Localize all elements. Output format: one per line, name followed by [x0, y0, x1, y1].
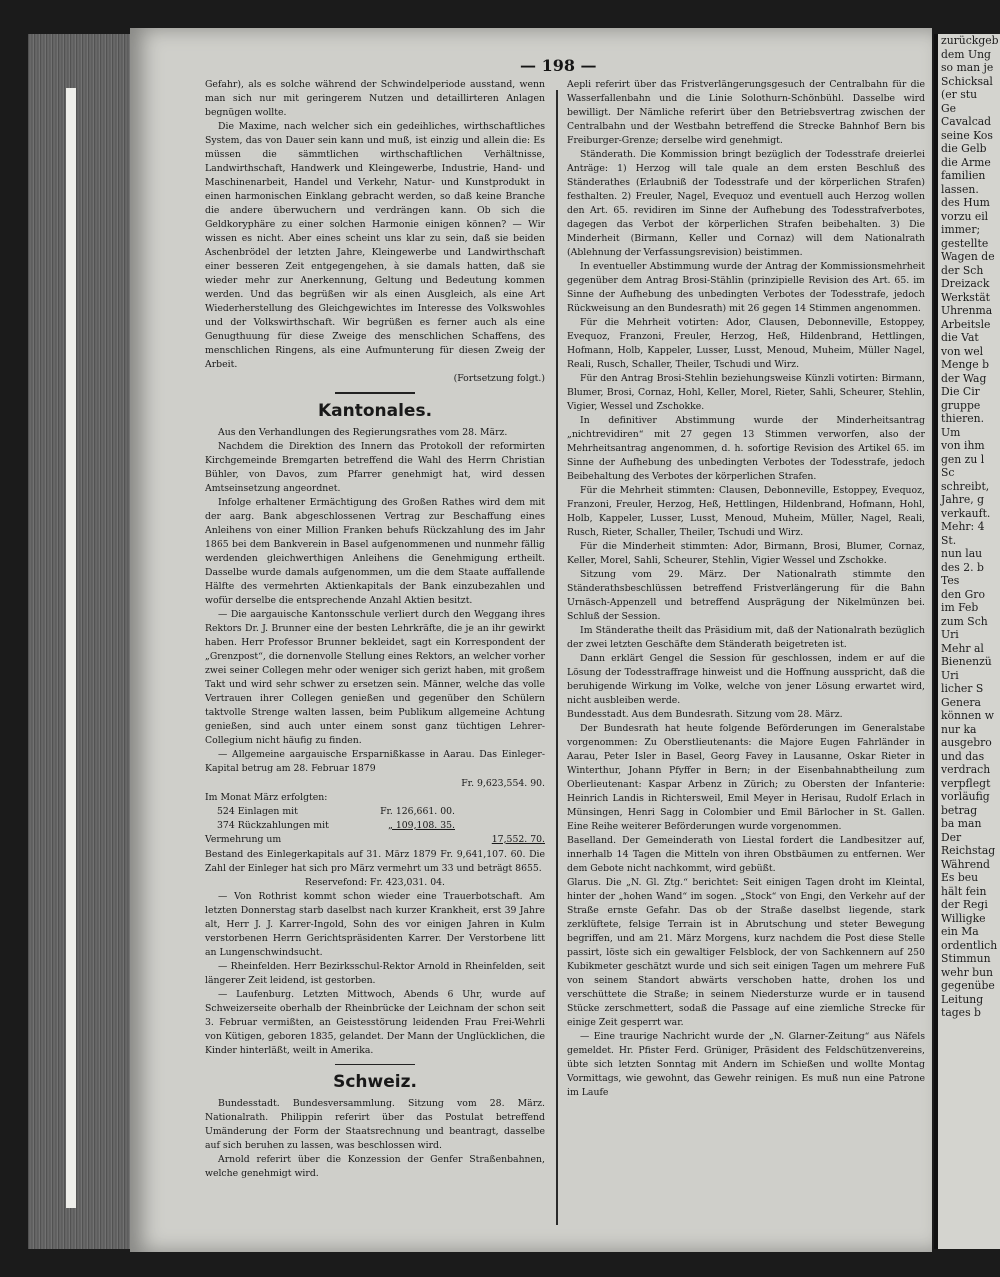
table-row: [205, 805, 545, 819]
adjacent-page-line: Die Cir: [941, 385, 980, 398]
paragraph: Reservefond: Fr. 423,031. 04.: [305, 876, 445, 888]
continuation-note: (Fortsetzung folgt.): [453, 373, 545, 384]
table-cell: Vermehrung um: [205, 833, 282, 845]
adjacent-page-line: Schicksal: [941, 74, 993, 88]
adjacent-page-line: im Feb: [941, 601, 979, 614]
adjacent-page-line: ein Ma: [941, 925, 979, 938]
adjacent-page-line: Tes: [941, 574, 960, 587]
table-row: [205, 833, 545, 847]
adjacent-page-line: Jahre, g: [941, 493, 985, 506]
adjacent-page-line: (er stu: [941, 88, 978, 101]
adjacent-page-line: gen zu l: [941, 452, 985, 466]
adjacent-page-line: nun lau: [941, 547, 983, 560]
adjacent-page-line: vorläufig: [941, 790, 990, 803]
adjacent-page-line: Ge: [941, 101, 957, 115]
table-row: [205, 777, 545, 791]
adjacent-page-line: den Gro: [941, 587, 985, 601]
adjacent-page-line: so man je: [941, 61, 994, 74]
paragraph: Für die Minderheit stimmten: Ador, Birmann, Brosi, Blumer, Cornaz, Keller, Morel, Sahli, Scheurer, Stehlin, Vigier Wessel und Zschokke.: [567, 541, 925, 566]
subheading: Aus den Verhandlungen des Regierungsrathes vom 28. März.: [218, 426, 508, 438]
adjacent-page-line: gegenübe: [941, 979, 995, 992]
right-column: [567, 78, 925, 1100]
adjacent-page-line: ausgebro: [941, 736, 992, 749]
adjacent-page-line: thieren.: [941, 412, 985, 425]
table-row: [205, 791, 545, 805]
table-row: [205, 819, 545, 833]
adjacent-page-line: nur ka: [941, 722, 977, 736]
paragraph: In definitiver Abstimmung wurde der Minderheitsantrag „nichtrevidiren“ mit 27 gegen 13 Stimmen verworfen, also der Mehrheitsantrag angenommen, d. h. sofortige Revision des Artikel 65. im Sinne der Aufhebung des unbedingten Verbotes der Todesstrafe, jedoch Beibehaltung des Verbotes der körperlichen Strafen.: [567, 415, 925, 482]
adjacent-page-line: vorzu eil: [941, 209, 989, 223]
paragraph: — Laufenburg. Letzten Mittwoch, Abends 6 Uhr, wurde auf Schweizerseite oberhalb der Rheinbrücke der Leichnam der schon seit 3. Februar vermißten, an Geistesstörung leidenden Frau Frei-Wehrli von Kütigen, geboren 1835, gelandet. Der Mann der Unglücklichen, die Kinder hinterläßt, weilt in Amerika.: [205, 988, 545, 1056]
left-column: [205, 78, 545, 1181]
column-divider: [556, 90, 558, 1225]
adjacent-page-line: verpflegt: [941, 776, 991, 790]
table-cell: 374 Rückzahlungen mit: [217, 819, 329, 831]
section-divider: [335, 392, 415, 394]
paragraph: Bundesstadt. Bundesversammlung. Sitzung vom 28. März. Nationalrath. Philippin referirt über das Postulat betreffend Umänderung der Form der Staatsrechnung und beantragt, dasselbe auf sich beruhen zu lassen, was beschlossen wird.: [205, 1098, 545, 1151]
adjacent-page-line: Uhrenma: [941, 304, 993, 317]
adjacent-page-line: verkauft.: [941, 506, 991, 520]
adjacent-page-line: die Arme: [941, 155, 991, 169]
paper-strip: [66, 88, 76, 1208]
adjacent-page-line: der Sch: [941, 263, 984, 277]
adjacent-page-line: Uri: [941, 668, 959, 682]
table-cell: Fr. 126,661. 00.: [380, 805, 455, 817]
adjacent-page-line: die Gelb: [941, 142, 987, 155]
adjacent-page-line: Willigke: [941, 911, 986, 925]
adjacent-page-line: verdrach: [941, 763, 991, 776]
adjacent-page-line: Der: [941, 830, 962, 844]
paragraph: Arnold referirt über die Konzession der Genfer Straßenbahnen, welche genehmigt wird.: [205, 1154, 545, 1179]
adjacent-page-line: Stimmun: [941, 952, 991, 965]
adjacent-page-line: von wel: [941, 344, 984, 358]
paragraph: Im Ständerathe theilt das Präsidium mit, daß der Nationalrath bezüglich der zwei letzten Geschäfte dem Ständerath beigetreten ist.: [567, 625, 925, 650]
adjacent-page-line: St.: [941, 533, 957, 547]
table-cell: Im Monat März erfolgten:: [205, 791, 328, 803]
adjacent-page-line: schreibt,: [941, 479, 990, 493]
paragraph: Gefahr), als es solche während der Schwindelperiode ausstand, wenn man sich nur mit geringerem Nutzen und detaillirteren Anlagen begnügen wollte.: [205, 79, 545, 118]
adjacent-page-line: und das: [941, 749, 985, 763]
paragraph: — Allgemeine aargauische Ersparnißkasse in Aarau. Das Einleger-Kapital betrug am 28. Februar 1879: [205, 748, 545, 774]
adjacent-page-line: familien: [941, 169, 986, 182]
paragraph: Nachdem die Direktion des Innern das Protokoll der reformirten Kirchgemeinde Bremgarten betreffend die Wahl des Herrn Christian Bühler, von Davos, zum Pfarrer genehmigt hat, wird dessen Amtseinsetzung angeordnet.: [205, 440, 545, 494]
adjacent-page-fragments: [938, 34, 1000, 1020]
adjacent-page-line: der Wag: [941, 371, 987, 385]
paragraph: Der Bundesrath hat heute folgende Beförderungen im Generalstabe vorgenommen: Zu Oberstlieutenants: die Majore Eugen Fahrländer in Aarau, Peter Isler in Basel, Georg Favey in Lausanne, Oskar Rieter in Winterthur, Johann Pfyffer in Bern; in der Eisenbahnabtheilung zum Oberlieutenant: Kaspar Arbenz in Zürich; zu Obersten der Infanterie: Heinrich Landis in Richtersweil, Emil Meyer in Herisau, Rudolf Erlach in Münsingen, Henri Sagg in Colombier und Emil Bärlocher in St. Gallen. Eine Reihe weiterer Beförderungen wurde vorgenommen.: [567, 723, 925, 832]
adjacent-page-line: Es beu: [941, 871, 979, 884]
adjacent-page-line: Wagen de: [941, 250, 995, 263]
adjacent-page-line: betrag: [941, 803, 978, 817]
paragraph: Bestand des Einlegerkapitals auf 31. März 1879 Fr. 9,641,107. 60. Die Zahl der Einleger hat sich pro März vermehrt um 33 und beträgt 8655.: [205, 848, 545, 874]
table-cell: 524 Einlagen mit: [217, 805, 298, 817]
adjacent-page-line: Um: [941, 425, 961, 439]
paragraph: Baselland. Der Gemeinderath von Liestal fordert die Landbesitzer auf, innerhalb 14 Tagen die Mitteln von ihren Obstbäumen zu entfernen. Wer dem Gebote nicht nachkommt, wird gebüßt.: [567, 835, 925, 874]
adjacent-page: [934, 34, 1000, 1249]
paragraph: In eventueller Abstimmung wurde der Antrag der Kommissionsmehrheit gegenüber dem Antrag Brosi-Stählin (prinzipielle Revision des Art. 65. im Sinne der Aufhebung des unbedingten Verbotes der Todesstrafe, jedoch Rückweisung an den Bundesrath) mit 26 gegen 14 Stimmen angenommen.: [567, 261, 925, 314]
adjacent-page-line: tages b: [941, 1006, 981, 1019]
paragraph: Für die Mehrheit votirten: Ador, Clausen, Debonneville, Estoppey, Evequoz, Franzoni, Freuler, Herzog, Heß, Hildenbrand, Hettlingen, Hofmann, Holb, Kappeler, Lusser, Lusst, Menoud, Muheim, Müller Nagel, Reali, Rusch, Schaller, Theiler, Tschudi und Wirz.: [567, 317, 925, 370]
adjacent-page-line: des Hum: [941, 196, 990, 209]
adjacent-page-line: Dreizack: [941, 277, 990, 290]
savings-table: [205, 777, 545, 847]
paragraph: Dann erklärt Gengel die Session für geschlossen, indem er auf die Lösung der Todesstraffrage hinweist und die Hoffnung ausspricht, daß die beruhigende Wirkung im Volke, welche von jener Lösung erwartet wird, nicht ausbleiben werde.: [567, 653, 925, 706]
paragraph: Bundesstadt. Aus dem Bundesrath. Sitzung vom 28. März.: [567, 709, 843, 720]
adjacent-page-line: hält fein: [941, 884, 987, 898]
adjacent-page-line: Während: [941, 857, 990, 871]
table-cell: 17,552. 70.: [491, 833, 545, 845]
section-title-schweiz: Schweiz.: [333, 1072, 417, 1092]
adjacent-page-line: Leitung: [941, 992, 984, 1006]
table-cell: „ 109,108. 35.: [388, 819, 455, 831]
paragraph: Sitzung vom 29. März. Der Nationalrath stimmte den Ständerathsbeschlüssen betreffend Fristverlängerung für die Bahn Urnäsch-Appenzell und betreffend Ausprägung der Nikelmünzen bei. Schluß der Session.: [567, 569, 925, 622]
adjacent-page-line: Menge b: [941, 358, 990, 371]
adjacent-page-line: zum Sch: [941, 614, 988, 628]
adjacent-page-line: Genera: [941, 695, 981, 709]
paragraph: Aepli referirt über das Fristverlängerungsgesuch der Centralbahn für die Wasserfallenbahn und die Linie Solothurn-Schönbühl. Dasselbe wird bewilligt. Der Nämliche referirt über den Betriebsvertrag zwischen der Centralbahn und der Westbahn betreffend die Strecke Bahnhof Bern bis Freiburger-Grenze; derselbe wird genehmigt.: [567, 79, 925, 146]
adjacent-page-line: Werkstät: [941, 290, 990, 304]
adjacent-page-line: zurückgeb: [941, 34, 999, 47]
adjacent-page-line: Uri: [941, 628, 959, 641]
adjacent-page-line: Reichstag: [941, 844, 996, 857]
adjacent-page-line: dem Ung: [941, 47, 991, 61]
adjacent-page-line: können w: [941, 709, 994, 722]
book-page-edges: [28, 34, 130, 1249]
paragraph: Infolge erhaltener Ermächtigung des Großen Rathes wird dem mit der aarg. Bank abgeschlossenen Vertrag zur Beschaffung eines Anleihens von einer Million Franken behufs Rückzahlung des im Jahr 1865 bei dem Bankverein in Basel aufgenommenen und nunmehr fällig werdenden gleichwerthigen Anleihens die Genehmigung ertheilt. Dasselbe wurde damals aufgenommen, um die dem Staate auffallende Hälfte des vermehrten Aktienkapitals der Bank einzubezahlen und wofür derselbe die entsprechende Anzahl Aktien besitzt.: [205, 496, 545, 606]
adjacent-page-line: wehr bun: [941, 965, 993, 979]
adjacent-page-line: Mehr: 4: [941, 520, 985, 533]
section-title-kantonales: Kantonales.: [317, 400, 433, 421]
adjacent-page-line: ordentlich: [941, 938, 998, 952]
paragraph: — Rheinfelden. Herr Bezirksschul-Rektor Arnold in Rheinfelden, seit längerer Zeit leidend, ist gestorben.: [205, 960, 545, 986]
paragraph: — Die aargauische Kantonsschule verliert durch den Weggang ihres Rektors Dr. J. Brunner eine der besten Lehrkräfte, die je an ihr gewirkt haben. Herr Professor Brunner bekleidet, sagt ein Korrespondent der „Grenzpost“, die dornenvolle Stellung eines Rektors, an welcher vorher zwei seiner Collegen mehr oder weniger sich gerizt haben, mit großem Takt und wird sehr schwer zu ersetzen sein. Männer, welche das volle Vertrauen ihrer Collegen genießen und gegenüber den Schülern taktvolle Strenge walten lassen, beim Publikum allgemeine Achtung genießen, sind auch unter einem sonst ganz tüchtigen Lehrer-Collegium nicht häufig zu finden.: [205, 608, 545, 746]
paragraph: Die Maxime, nach welcher sich ein gedeihliches, wirthschaftliches System, das von Dauer sein kann und muß, ist einzig und allein die: Es müssen die sämmtlichen wirthschaftlichen Verhältnisse, Landwirthschaft, Handwerk und Kleingewerbe, Industrie, Hand- und Maschinenarbeit, Handel und Verkehr, Natur- und Kunstprodukt in einen harmonischen Einklang gebracht werden, so daß keine Branche die andere überwuchern und verdrängen kann. Ob sich die Geldkoryphäre zu einer solchen Harmonie einigen können? — Wir wissen es nicht. Aber eines scheint uns klar zu sein, daß sie beiden Aschenbrödel der letzten Jahre, Kleingewerbe und Landwirthschaft einer besseren Zeit entgegengehen, à sie damals hatten, daß sie wieder mehr zur Anerkennung, Geltung und Bedeutung kommen werden. Und das begrüßen wir als einen Ausgleich, als eine Art Wiederherstellung des Gleichgewichtes im Interesse des Volkswohles und der Volkswirthschaft. Wir begrüßen es ferner auch als eine Genugthuung für diese Zweige des menschlichen Schaffens, des menschlichen Ringens, als eine Aufmunterung für diesen Zweig der Arbeit.: [205, 121, 545, 370]
adjacent-page-line: die Vat: [941, 331, 979, 344]
paragraph: Für den Antrag Brosi-Stehlin beziehungsweise Künzli votirten: Birmann, Blumer, Brosi, Cornaz, Hohl, Keller, Morel, Rieter, Sahli, Scheurer, Stehlin, Vigier, Wessel und Zschokke.: [567, 373, 925, 412]
paragraph: — Von Rothrist kommt schon wieder eine Trauerbotschaft. Am letzten Donnerstag starb daselbst nach kurzer Krankheit, erst 39 Jahre alt, Herr J. J. Karrer-Ingold, Sohn des vor einigen Jahren in Kulm verstorbenen Herrn Gerichtspräsidenten Karrer. Der Verstorbene litt an Lungenschwindsucht.: [205, 890, 545, 958]
table-cell: Fr. 9,623,554. 90.: [461, 777, 545, 789]
adjacent-page-line: von ihm: [941, 439, 985, 452]
adjacent-page-line: licher S: [941, 682, 984, 695]
adjacent-page-line: Sc: [941, 466, 955, 479]
paragraph: Glarus. Die „N. Gl. Ztg.“ berichtet: Seit einigen Tagen droht im Kleintal, hinter der „hohen Wand“ im sogen. „Stock“ von Engi, den Verkehr auf der Straße ernste Gefahr. Das ob der Straße daselbst liegende, stark zerklüftete, felsige Terrain ist in Abrutschung und steter Bewegung begriffen, und am 21. März Morgens, kurz nachdem die Post diese Stelle passirt, löste sich ein gewaltiger Felsblock, der von Sachkennern auf 250 Kubikmeter geschätzt wurde und sich seit einigen Tagen um mehrere Fuß von seinem Standort abwärts verschoben hatte, drohen los und verschüttete die Straße; in seinem Niedersturze wurde er in tausend Stücke zerschmettert, sodaß die Passage auf eine ziemliche Strecke für einige Zeit gesperrt war.: [567, 877, 925, 1028]
adjacent-page-line: lassen.: [941, 182, 979, 196]
adjacent-page-line: immer;: [941, 223, 981, 236]
adjacent-page-line: seine Kos: [941, 128, 993, 142]
paragraph: Ständerath. Die Kommission bringt bezüglich der Todesstrafe dreierlei Anträge: 1) Herzog will tale quale an dem ersten Beschluß des Ständerathes (Erlaubniß der Todesstrafe und der körperlichen Strafen) festhalten. 2) Freuler, Nagel, Evequoz und eventuell auch Herzog wollen den Art. 65. revidiren im Sinne der Aufhebung des Todesstrafverbotes, dagegen das Verbot der körperlichen Strafen beibehalten. 3) Die Minderheit (Birmann, Keller und Cornaz) will dem Nationalrath (Ablehnung der Verfassungsrevision) beistimmen.: [567, 149, 925, 258]
adjacent-page-line: der Regi: [941, 898, 988, 911]
adjacent-page-line: Cavalcad: [941, 115, 992, 128]
adjacent-page-line: ba man: [941, 817, 982, 830]
adjacent-page-line: des 2. b: [941, 560, 984, 574]
section-divider: [335, 1064, 415, 1066]
adjacent-page-line: gestellte: [941, 236, 989, 250]
adjacent-page-line: Arbeitsle: [941, 317, 991, 331]
paragraph: Für die Mehrheit stimmten: Clausen, Debonneville, Estoppey, Evequoz, Franzoni, Freuler, Herzog, Heß, Hettlingen, Hildenbrand, Hofmann, Hohl, Holb, Kappeler, Lusser, Lusst, Menoud, Muheim, Müller, Nagel, Reali, Rusch, Rieter, Schaller, Theiler, Tschudi und Wirz.: [567, 485, 925, 538]
page-number: — 198 —: [520, 56, 597, 75]
paragraph: — Eine traurige Nachricht wurde der „N. Glarner-Zeitung“ aus Näfels gemeldet. Hr. Pfister Ferd. Grüniger, Präsident des Feldschützenvereins, übte sich letzten Sonntag mit Andern im Schießen und wollte Montag Vormittags, wie gewohnt, das Gewehr reinigen. Es muß nun eine Patrone im Laufe: [567, 1031, 925, 1098]
adjacent-page-line: gruppe: [941, 398, 981, 412]
adjacent-page-line: Mehr al: [941, 641, 984, 655]
adjacent-page-line: Bienenzü: [941, 655, 992, 668]
